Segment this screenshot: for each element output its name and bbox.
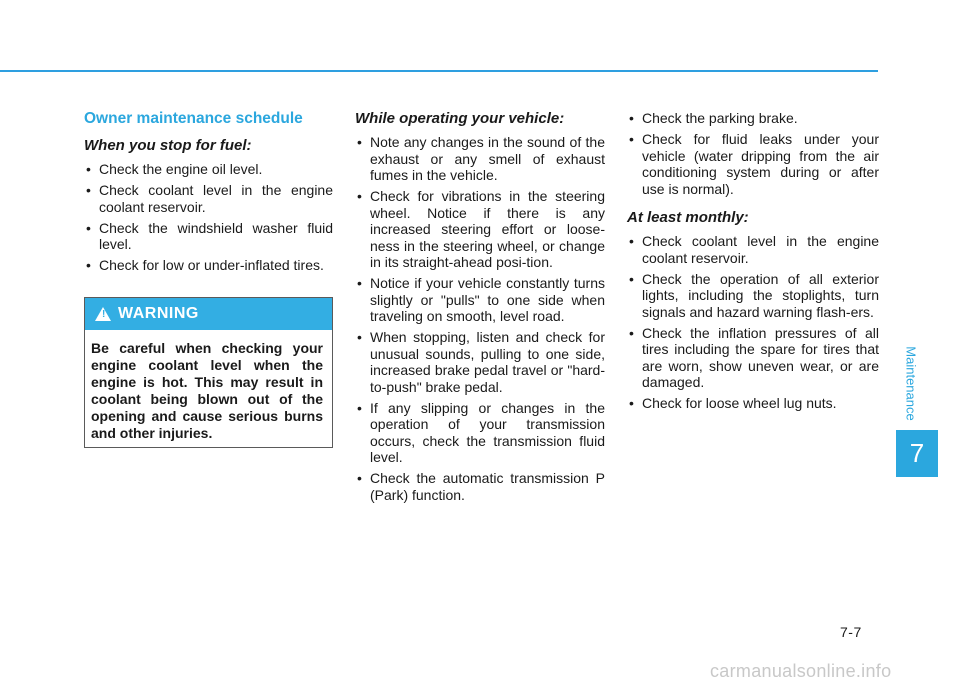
subsection-title-operating: While operating your vehicle:	[355, 110, 565, 127]
list-item: • Note any changes in the sound of the exhaust or any smell of exhaust fumes in the vehicle.	[355, 134, 605, 184]
page-number: 7-7	[840, 624, 862, 640]
watermark: carmanualsonline.info	[710, 661, 892, 681]
warning-box	[84, 297, 333, 448]
list-item: • Check the automatic transmission P (Park) function.	[355, 470, 605, 503]
section-title: Owner maintenance schedule	[84, 110, 303, 127]
list-item: • Check the windshield washer fluid level.	[84, 220, 333, 253]
warning-label: WARNING	[118, 305, 199, 322]
subsection-title-fuel: When you stop for fuel:	[84, 137, 252, 154]
list-item: • Check the inflation pressures of all tires including the spare for tires that are worn, show uneven wear, or are damaged.	[627, 325, 879, 391]
list-item: • Notice if your vehicle constantly turns slightly or "pulls" to one side when traveling on smooth, level road.	[355, 275, 605, 325]
list-item: • Check the parking brake.	[627, 110, 879, 127]
warning-header	[85, 298, 332, 330]
list-item: • Check the operation of all exterior lights, including the stoplights, turn signals and hazard warning flash-ers.	[627, 271, 879, 321]
list-item: • Check for loose wheel lug nuts.	[627, 395, 879, 412]
chapter-side-label	[896, 339, 926, 427]
operating-checklist-continued	[627, 110, 879, 197]
list-item: • Check for vibrations in the steering wheel. Notice if there is any increased steering effort or loose-ness in the steering wheel, or change in its straight-ahead posi-tion.	[355, 188, 605, 271]
left-column	[84, 110, 333, 278]
warning-text: Be careful when checking your engine coolant level when the engine is hot. This may result in coolant being blown out of the opening and cause serious burns and other injuries.	[91, 340, 323, 441]
list-item: • Check for low or under-inflated tires.	[84, 257, 333, 274]
right-column	[627, 110, 879, 416]
list-item: • Check coolant level in the engine coolant reservoir.	[627, 233, 879, 266]
chapter-name: Maintenance	[903, 345, 919, 421]
list-item: • Check for fluid leaks under your vehicle (water dripping from the air conditioning system during or after use is normal).	[627, 131, 879, 197]
monthly-checklist	[627, 233, 879, 412]
chapter-number-tab: 7	[896, 430, 938, 477]
list-item: • Check the engine oil level.	[84, 161, 333, 178]
header-rule	[0, 70, 878, 72]
subsection-title-monthly: At least monthly:	[627, 209, 749, 226]
operating-checklist	[355, 134, 605, 503]
fuel-checklist	[84, 161, 333, 274]
list-item: • Check coolant level in the engine coolant reservoir.	[84, 182, 333, 215]
middle-column	[355, 110, 605, 508]
warning-triangle-icon: !	[95, 307, 111, 321]
list-item: • If any slipping or changes in the operation of your transmission occurs, check the transmission fluid level.	[355, 400, 605, 466]
list-item: • When stopping, listen and check for unusual sounds, pulling to one side, increased brake pedal travel or "hard-to-push" brake pedal.	[355, 329, 605, 395]
